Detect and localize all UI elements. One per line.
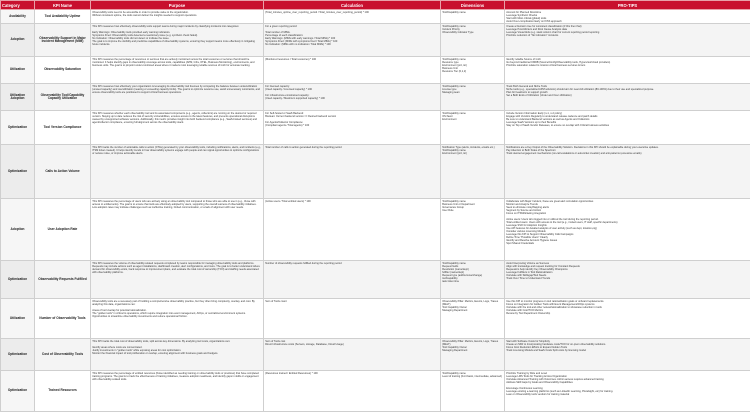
dimensions-cell[interactable]: Tool/Capability name Resource type Environment (prd, tst) Business Unit Resource Tier (0,1,2) — [441, 57, 505, 84]
purpose-cell[interactable]: This KPI tracks the number of actionable calls to action (CTAs) generated by your observability tools, including notifications, alerts, and incidents (e.g., ITSM ticket created). It helps identify trends in how observability systems engage with people and can signal opportunities to optimize configurations or reduce noise, or improve actionable alerts. — [91, 145, 264, 199]
purpose-cell[interactable]: This KPI tracks the total cost of observability tools, split across key dimensions. By analyzing tool costs, organizations can: Identify areas where costs are concentrated. Justify investments in "golden tools" while exposing areas for cost optimization. Monitor the financial impact of tool proliferation or overlap, ensuring alignment with business goals and budgets. — [91, 339, 264, 371]
pro-tips-cell[interactable]: Track Both General and Niche Tools Niche tools (e.g., specialized APM solutions) should aim for near-full utilization (80-100%) due to their use and specialized purpose. Plan for headroom to support growth Set a Both Ends of Utilization (Under and Over-Utilization) — [505, 84, 750, 111]
table-row — [1, 24, 750, 57]
calculation-cell[interactable]: Sum of Tools cost Direct Infrastructure costs (Servers, storage, Database, Cloud Usage) — [264, 339, 441, 371]
kpi-name-cell[interactable]: Cost of Observability Tools — [35, 339, 91, 371]
pro-tips-cell[interactable]: Create a Decision tree for consistent classification (if this then that) Leverage Post-Mortem and Root Cause Analysis data Leverage Visual Aids (e.g. stack column chart for current reporting period reporting Prioritize reduction of "No Indication" incidents — [505, 24, 750, 57]
purpose-cell[interactable]: Observability tools need to be accessible in order to provide value to the organization. Without consistent uptime, the tools cannot deliver the insights needed to support operations. — [91, 10, 264, 24]
dimensions-cell[interactable]: Tool/Capability name License type Managing team — [441, 84, 505, 111]
purpose-cell[interactable]: This KPI measures the volume of observability-related requests completed by teams responsible for managing observability tools and platforms. Requests may include actions such as agent installations, dashboard creation, alert configurations, and more. The goal is to better understand where demand for observability exists, track response to improvement plans, and evaluate the total cost of ownership (TCO) and staffing needs associated with observability platforms. — [91, 261, 264, 299]
category-cell[interactable]: Utilization Adoption — [1, 84, 35, 111]
category-cell[interactable]: Utilization — [1, 299, 35, 339]
header-calculation[interactable]: Calculation — [264, 1, 441, 10]
header-row — [1, 1, 750, 10]
header-category[interactable]: Category — [1, 1, 35, 10]
kpi-name-cell[interactable]: Observability Tool/Capability Capacity Utilization — [35, 84, 91, 111]
kpi-name-cell[interactable]: Observability Requests Fulfilled — [35, 261, 91, 299]
calculation-cell[interactable]: (Resources trained / Entitled Resources) * 100 — [264, 371, 441, 412]
dimensions-cell[interactable]: Observability Pillar: Metrics, Events, Logs, Traces (MELT) Tool Capability Owner Managing Department — [441, 339, 505, 371]
purpose-cell[interactable]: This KPI measures the percentage of users who are actively using an observability tool compared to those who are able to use it (e.g., those with access or entitlements). The goal is to ensure that tools are effectively adopted by users, supporting the overall success of observability initiatives. Low adoption rates may indicate challenges such as ineffective training, limited communication, or a lack of alignment with user needs. — [91, 199, 264, 261]
kpi-name-cell[interactable]: Trained Resources — [35, 371, 91, 412]
dimensions-cell[interactable]: Tool/Capability name Request fields Resolution (name/dept) fulfiller (name/dept) Request type (add/remove/change) tool/capability task ticket time — [441, 261, 505, 299]
calculation-cell[interactable]: For a given reporting period: Total number of MIMs. Percentage of each classification: Early Warnings: (MIMs with early warnings / Total MIMs) * 100 Symptoms Fired: (MIMs with symptoms fired / Total MIMs) * 100 No Indication: (MIMs with no indication / Total MIMs) * 100 — [264, 24, 441, 57]
dimensions-cell[interactable]: Tool/Capability name Business Unit or Department Governance Group User Role — [441, 199, 505, 261]
purpose-cell[interactable]: Observability tools are a necessary part of building a comprehensive observability practice, but they often bring complexity, overlap, and cost. By analyzing this data, organizations can: Areas of tool overlap for potential rationalization. The "golden tools" in critical to operations, which require integration into event management, AIOps, or centralized environment systems. Opportunities to streamline observability investments and reduce operational friction. — [91, 299, 264, 339]
pro-tips-cell[interactable]: Include Version Information Early (n-1, n-2 policy) Engage with Vendors Regularly to understand release cadence and patch details Be sure to understand Backend versions as well as Agents and Collectors Leverage SaaS Versions up to their Benefits Stay on Top of SaaS Vendor Releases, to ensure no overlap with Critical business activities — [505, 111, 750, 145]
category-cell[interactable]: Availability — [1, 10, 35, 24]
kpi-name-cell[interactable]: Tool Version Compliance — [35, 111, 91, 145]
table-row — [1, 299, 750, 339]
dimensions-cell[interactable]: Observability Pillar: Metrics, Events, Logs, Traces (MELT) Tool Capability Owner Managing Department — [441, 299, 505, 339]
pro-tips-cell[interactable]: Prioritize Training by Role and Level Leverage LMS Tools for Tracking Across Organization Correlate Advanced Training with Outcomes. Admin access requires advanced training Address Skill Gaps by Goals and Observability Capabilities Encourage Continuous Learning Leverage existing e-learning platforms (such as LinkedIn Learning, Pluralsight, etc) for training. Lean on Observability tools vendors for training material — [505, 371, 750, 412]
purpose-cell[interactable]: This KPI measures how effectively your organization is leveraging its observability tool licenses by comparing the balance between underutilization (unused capacity) and overutilization (nearing or exceeding capacity limits). The goal is to optimize resource use, avoid unnecessary constraints, and ensure observability tools are positioned to support critical business operations. — [91, 84, 264, 111]
pro-tips-cell[interactable]: Avoid Interpreting Volume as Success Align with knowledge and request tracking for Constant Requests Requestors help identify Key Observability Champions Leverage Fulfillers in Tool Rationalization Correlate with Skillsgap/Tool Needs Track Over Time to Understand Trends — [505, 261, 750, 299]
pro-tips-cell[interactable]: Account for Planned Downtime Leverage Synthetic Checks Start with Most critical (gilded) tools Avoid Over-complication Early on KISS approach — [505, 10, 750, 24]
pro-tips-cell[interactable]: Notifications are a Key Output of the Observability Solution. Deviations in this KPI should be explainable during your executive updates. Pay Attention to Both Sides of the Spectrum Track desired engagement mechanisms (on-call escalations or auto-ticket creation) and anti-patterns (excessive emails) — [505, 145, 750, 199]
category-cell[interactable]: Optimization — [1, 145, 35, 199]
pro-tips-cell[interactable]: Identify reliable Source of truth Go beyond traditional CMDB (Source/Config/Observability tools, Hypervisor/cloud providers) Prioritize saturation related to mission critical business services & tiers — [505, 57, 750, 84]
category-cell[interactable]: Optimization — [1, 111, 35, 145]
purpose-cell[interactable]: This KPI measures the percentage of resources or services that are actively monitored versus the total resources or services that should be monitored. It helps identify gaps in observability coverage across tools, capabilities (APM, Infra, OTEL, Business Monitoring), environments, and business units. The goal is to pinpoint under-monitored areas where it matters most leveraging reliable sources of truth for accurate tracking. — [91, 57, 264, 84]
pro-tips-cell[interactable]: Use this KPI to monitor progress on tool rationalization goals or onboard replacements. Focus on Integration for Golden Tools with Event Management/AIOps systems Correlate with the tool and other review/rationalization to showcase reduction in tools Correlate with Cost/TCO Metrics Review by Tool Department Ownership — [505, 299, 750, 339]
category-cell[interactable]: Utilization — [1, 57, 35, 84]
header-kpi-name[interactable]: KPI Name — [35, 1, 91, 10]
calculation-cell[interactable]: For Self-hosted or SaaS Backend: Boolean: Current backend version == Desired backend version For Agents/Collector Compliance: (Compliant agents / Total agents) * 100 — [264, 111, 441, 145]
calculation-cell[interactable]: Total number of calls to action generated during the reporting period — [264, 145, 441, 199]
category-cell[interactable]: Optimization — [1, 371, 35, 412]
kpi-name-cell[interactable]: Calls to Action Volume — [35, 145, 91, 199]
dimensions-cell[interactable]: Notification Type (alerts, incidents, emails etc.) Tool/Capability name Environment (prd, tst) — [441, 145, 505, 199]
calculation-cell[interactable]: (Active users / Total entitled users) * 100 — [264, 199, 441, 261]
table-row — [1, 84, 750, 111]
header-purpose[interactable]: Purpose — [91, 1, 264, 10]
table-row — [1, 145, 750, 199]
calculation-cell[interactable]: For licensed capacity: (Used capacity / Licensed capacity) * 100 For infrastructure-constrained capacity: (Used capacity / Maximum supported capacity) * 100 — [264, 84, 441, 111]
category-cell[interactable]: Adoption — [1, 199, 35, 261]
dimensions-cell[interactable]: Tool/Capability name Incident Priority Observability Indicator Type — [441, 24, 505, 57]
calculation-cell[interactable]: (Monitored resources / Total resources) * 100 — [264, 57, 441, 84]
header-pro-tips[interactable]: PRO-TIPS — [505, 1, 750, 10]
category-cell[interactable]: Adoption — [1, 24, 35, 57]
calculation-cell[interactable]: Sum of Tools count — [264, 299, 441, 339]
table-row — [1, 261, 750, 299]
kpi-name-cell[interactable]: Observability Support in Major Incident Management (MIM) — [35, 24, 91, 57]
table-row — [1, 371, 750, 412]
pro-tips-cell[interactable]: Start with Software Costs for Simplicity Create an SKR to Incorporating hardware costs/TCO for on-prem observability solutions. Focus Cost Reduction Efforts to Expand Golden Tools Track Licensing Models and SaaS Costs Split costs by licensing model — [505, 339, 750, 371]
table-row — [1, 339, 750, 371]
dimensions-cell[interactable]: Tool/Capability name Level of training (l1-l4 basic, intermediate, advanced) — [441, 371, 505, 412]
purpose-cell[interactable]: This KPI measures the percentage of entitled resources (those identified as needing training on observability tools or practices) that have completed training programs. The goal is to track the effectiveness of training initiatives, measure adoption readiness, and identify gaps in skills or engagement with observability-related tools. — [91, 371, 264, 412]
kpi-name-cell[interactable]: Observability Saturation — [35, 57, 91, 84]
calculation-cell[interactable]: (Total_minutes_uptime_over_reporting_period / Total_minutes_over_reporting_period) * 100 — [264, 10, 441, 24]
kpi-name-cell[interactable]: Number of Observability Tools — [35, 299, 91, 339]
category-cell[interactable]: Optimization — [1, 339, 35, 371]
purpose-cell[interactable]: This KPI measures how effectively observability tools support teams during major incidents by classifying incidents into categories: Early Warnings: Observability tools provided early warning indicators. Symptoms Fired: Observability tools detected a reactionary issue (e.g. synthetic check failed). No Indication: Observability tools did not detect or indicate the issue. The goal is to improve the visibility and predictive capabilities of observability systems, ensuring they support teams more effectively in mitigating future incidents. — [91, 24, 264, 57]
table-row — [1, 10, 750, 24]
table-row — [1, 57, 750, 84]
kpi-name-cell[interactable]: User Adoption Rate — [35, 199, 91, 261]
purpose-cell[interactable]: This KPI measures whether each observability tool and its associated components (e.g., agents, collectors) are running on the desired or required version. Staying up to date reduces the risk of security vulnerabilities, ensures access to the latest features, and prevents operational disruptions caused by unsupported software versions. Additionally, this metric provides insight into both backend compliance (e.g., SaaS-hosted services) and agent/collector compliance, ensuring full alignment across the observability stack. — [91, 111, 264, 145]
table-row — [1, 199, 750, 261]
pro-tips-cell[interactable]: Collaborate with Major Incident, these are great alert correlation opportunities Monitor and Analyze Trends Seek to eliminate noisy/flapping alerts Segment by Source and Action Focus on ITSM/ticketing integration Active users: Users who logged into or utilized the tool during the reporting period. Total entitled users: Users with access to the tool (e.g., invited users, IT staff, specific departments) Leverage SSO for Adoption Insights Use API features for detailed analysis of user activity (such as dept, location,org) Consider various Licensing Models Leverage this KPI to Support Observability CoE Campaigns Define Time "Possible Users" Clearly Identify and Resolve Account Hygiene Issues Spot Shared Credentials — [505, 199, 750, 261]
dimensions-cell[interactable]: Tool/Capability name — [441, 10, 505, 24]
category-cell[interactable]: Optimization — [1, 261, 35, 299]
calculation-cell[interactable]: Number of observability requests fulfilled during the reporting period — [264, 261, 441, 299]
dimensions-cell[interactable]: Tool/Capability name OS flavor Environment — [441, 111, 505, 145]
table-row — [1, 111, 750, 145]
kpi-name-cell[interactable]: Tool Availability Uptime — [35, 10, 91, 24]
header-dimensions[interactable]: Dimensions — [441, 1, 505, 10]
